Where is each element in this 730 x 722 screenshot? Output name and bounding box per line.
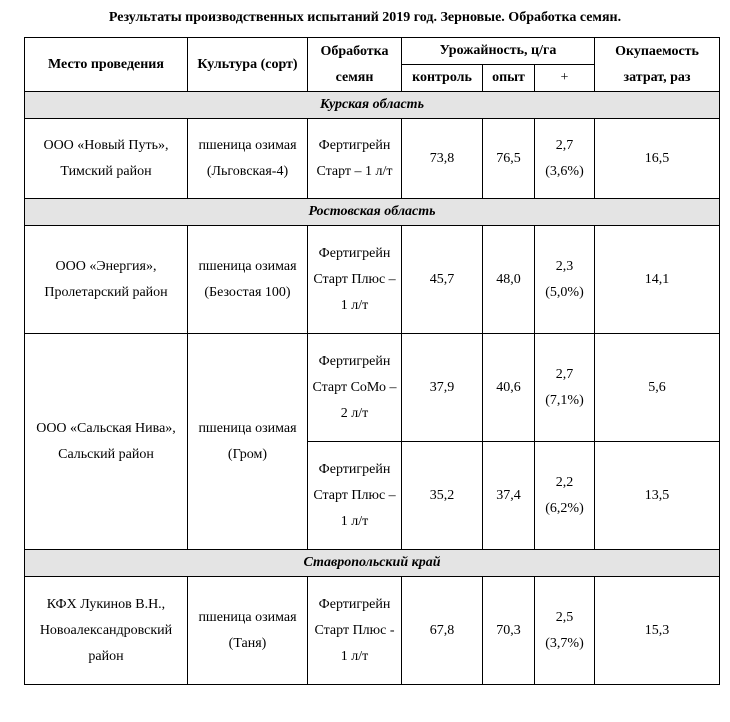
treatment-cell: Фертигрейн Старт Плюс – 1 л/т	[308, 226, 402, 334]
header-treatment: Обработка семян	[308, 38, 402, 92]
place-cell: КФХ Лукинов В.Н., Новоалександровский район	[25, 577, 188, 685]
header-control: контроль	[402, 65, 483, 92]
table-row	[25, 577, 720, 685]
crop-cell: пшеница озимая (Безостая 100)	[188, 226, 308, 334]
treatment-cell: Фертигрейн Старт Плюс – 1 л/т	[308, 442, 402, 550]
header-yield: Урожайность, ц/га	[402, 38, 595, 65]
payback-cell: 16,5	[595, 119, 720, 199]
control-cell: 35,2	[402, 442, 483, 550]
place-cell: ООО «Энергия», Пролетарский район	[25, 226, 188, 334]
treatment-cell: Фертигрейн Старт Плюс - 1 л/т	[308, 577, 402, 685]
header-row-1	[25, 38, 720, 65]
control-cell: 67,8	[402, 577, 483, 685]
table-row	[25, 226, 720, 334]
crop-cell: пшеница озимая (Льговская-4)	[188, 119, 308, 199]
control-cell: 73,8	[402, 119, 483, 199]
trial-cell: 70,3	[483, 577, 535, 685]
page-title: Результаты производственных испытаний 2019 год. Зерновые. Обработка семян.	[108, 10, 622, 25]
payback-cell: 13,5	[595, 442, 720, 550]
crop-cell: пшеница озимая (Таня)	[188, 577, 308, 685]
plus-cell: 2,7 (7,1%)	[535, 334, 595, 442]
plus-cell: 2,7 (3,6%)	[535, 119, 595, 199]
treatment-cell: Фертигрейн Старт – 1 л/т	[308, 119, 402, 199]
table-row	[25, 334, 720, 442]
crop-cell: пшеница озимая (Гром)	[188, 334, 308, 550]
plus-cell: 2,2 (6,2%)	[535, 442, 595, 550]
region-row	[25, 199, 720, 226]
header-trial: опыт	[483, 65, 535, 92]
header-crop: Культура (сорт)	[188, 38, 308, 92]
place-cell: ООО «Сальская Нива», Сальский район	[25, 334, 188, 550]
plus-cell: 2,5 (3,7%)	[535, 577, 595, 685]
control-cell: 45,7	[402, 226, 483, 334]
plus-cell: 2,3 (5,0%)	[535, 226, 595, 334]
header-place: Место проведения	[25, 38, 188, 92]
header-plus: +	[535, 65, 595, 92]
payback-cell: 15,3	[595, 577, 720, 685]
header-payback: Окупаемость затрат, раз	[595, 38, 720, 92]
payback-cell: 14,1	[595, 226, 720, 334]
control-cell: 37,9	[402, 334, 483, 442]
payback-cell: 5,6	[595, 334, 720, 442]
treatment-cell: Фертигрейн Старт СоМо – 2 л/т	[308, 334, 402, 442]
trial-cell: 48,0	[483, 226, 535, 334]
region-rostov: Ростовская область	[25, 199, 720, 226]
region-row	[25, 550, 720, 577]
table-row	[25, 119, 720, 199]
region-kursk: Курская область	[25, 92, 720, 119]
trial-cell: 76,5	[483, 119, 535, 199]
region-row	[25, 92, 720, 119]
place-cell: ООО «Новый Путь», Тимский район	[25, 119, 188, 199]
region-stavropol: Ставропольский край	[25, 550, 720, 577]
trial-cell: 37,4	[483, 442, 535, 550]
trial-cell: 40,6	[483, 334, 535, 442]
results-table	[24, 37, 720, 685]
